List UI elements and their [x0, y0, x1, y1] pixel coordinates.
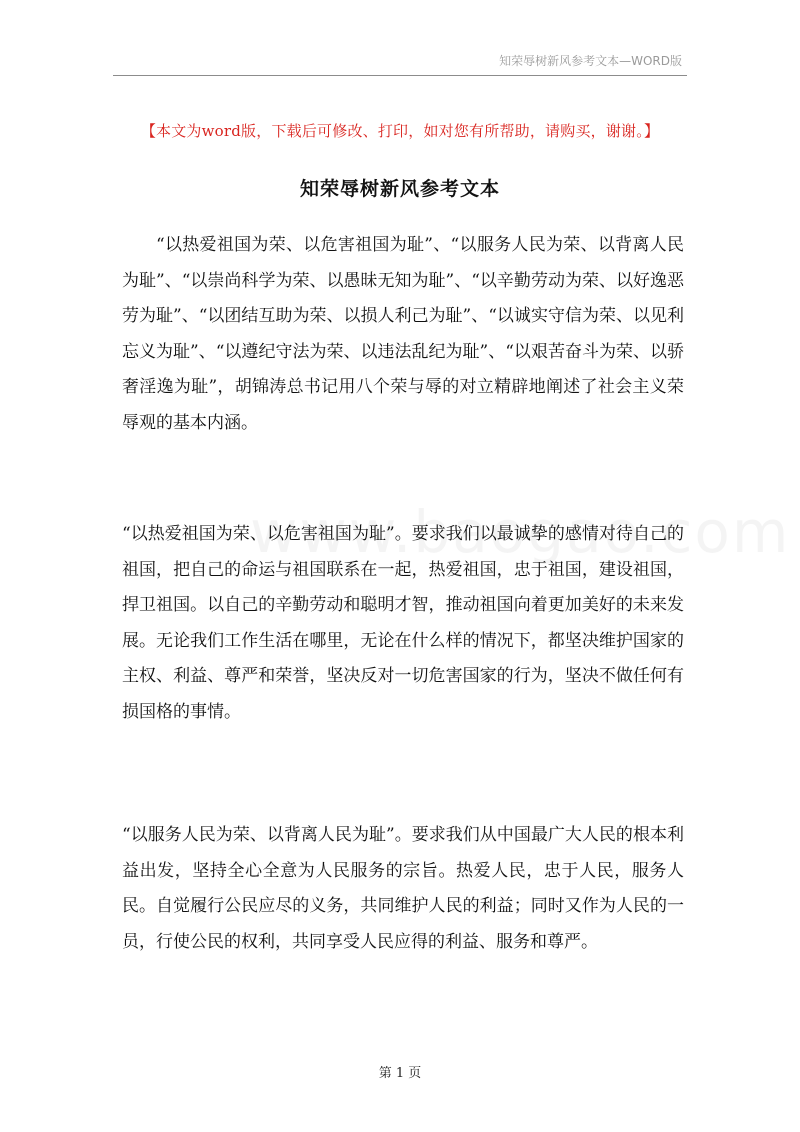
paragraph-intro: “以热爱祖国为荣、以危害祖国为耻”、“以服务人民为荣、以背离人民为耻”、“以崇尚科学为荣、以愚昧无知为耻”、“以辛勤劳动为荣、以好逸恶劳为耻”、“以团结互助为荣、以损人利己为耻”、“以诚实守信为荣、以见利忘义为耻”、“以遵纪守法为荣、以违法乱纪为耻”、“以艰苦奋斗为荣、以骄奢淫逸为耻”，胡锦涛总书记用八个荣与辱的对立精辟地阐述了社会主义荣辱观的基本内涵。: [122, 235, 684, 433]
header-divider: [113, 75, 687, 76]
paragraph-serve-people: “以服务人民为荣、以背离人民为耻”。要求我们从中国最广大人民的根本利益出发，坚持全心全意为人民服务的宗旨。热爱人民，忠于人民，服务人民。自觉履行公民应尽的义务，共同维护人民的利益；同时又作为人民的一员，行使公民的权利，共同享受人民应得的利益、服务和尊严。: [122, 825, 684, 952]
paragraph-patriotism: “以热爱祖国为荣、以危害祖国为耻”。要求我们以最诚挚的感情对待自己的祖国，把自己的命运与祖国联系在一起，热爱祖国，忠于祖国，建设祖国，捍卫祖国。以自己的辛勤劳动和聪明才智，推动祖国向着更加美好的未来发展。无论我们工作生活在哪里，无论在什么样的情况下，都坚决维护国家的主权、利益、尊严和荣誉，坚决反对一切危害国家的行为，坚决不做任何有损国格的事情。: [122, 524, 684, 722]
document-title: 知荣辱树新风参考文本: [299, 178, 500, 200]
download-notice: 【本文为word版，下载后可修改、打印，如对您有所帮助，请购买，谢谢。】: [140, 122, 660, 140]
page-number: 第 1 页: [378, 1066, 422, 1081]
running-header: 知荣辱树新风参考文本—WORD版: [499, 54, 682, 68]
